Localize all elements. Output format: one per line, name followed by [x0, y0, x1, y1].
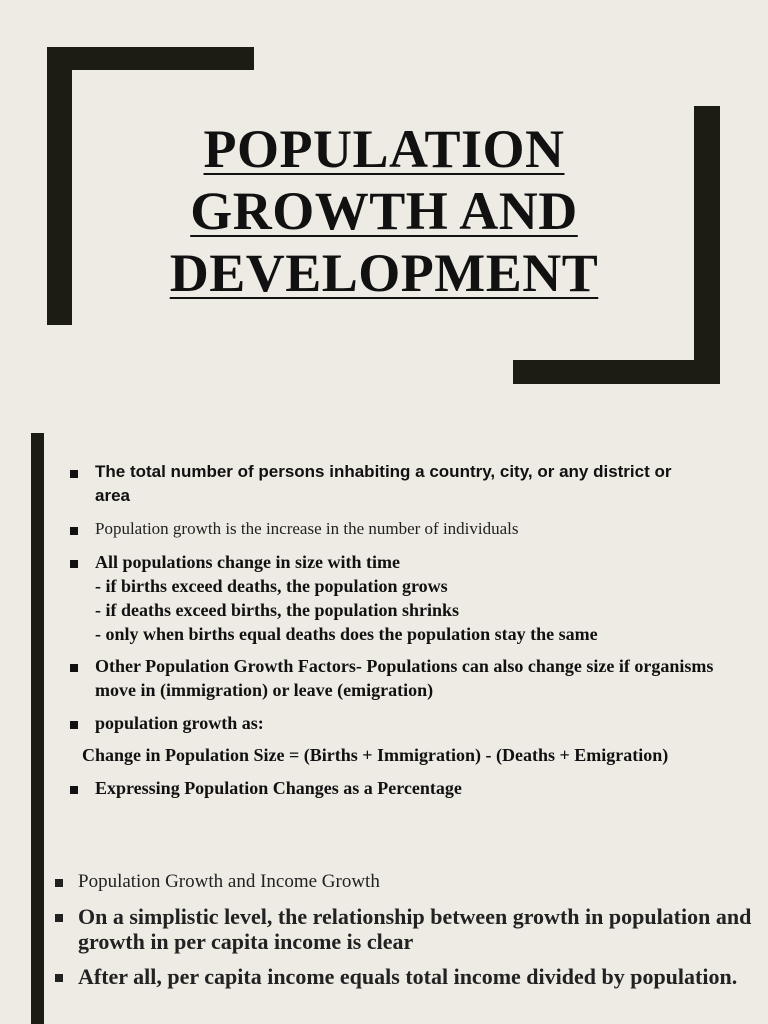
bullet-text: On a simplistic level, the relationship between growth in population and growth in per capita income is clear: [78, 904, 752, 954]
bullet-text: Expressing Population Changes as a Percentage: [95, 778, 462, 798]
bullet-square-icon: [55, 914, 63, 922]
population-equation: Change in Population Size = (Births + Immigration) - (Deaths + Emigration): [82, 745, 669, 765]
bullet-square-icon: [70, 527, 78, 535]
bullet-square-icon: [70, 470, 78, 478]
sub-item-deaths-exceed: - if deaths exceed births, the population shrinks: [95, 600, 460, 620]
slide-title: [0, 118, 768, 304]
bullet-square-icon: [70, 786, 78, 794]
bullet-other-factors: [70, 654, 750, 702]
bullet-square-icon: [70, 560, 78, 568]
definitions-slide: [0, 410, 768, 865]
frame-top-left-horizontal: [47, 47, 254, 70]
bullet-growth-definition: [70, 517, 710, 541]
left-accent-bar: [31, 865, 44, 1024]
bullet-growth-as: [70, 711, 710, 735]
bullet-text: Population growth is the increase in the number of individuals: [95, 519, 519, 538]
bullet-text: Population Growth and Income Growth: [78, 871, 380, 892]
bullet-change-in-size: [70, 550, 750, 646]
frame-bottom-right-horizontal: [513, 360, 720, 384]
bullet-income-growth: [55, 869, 745, 894]
bullet-text: After all, per capita income equals total income divided by population.: [78, 964, 738, 989]
income-growth-slide: [0, 865, 768, 1024]
bullet-percentage: [70, 776, 710, 800]
bullet-text: Other Population Growth Factors- Populations can also change size if organisms move in (immigration) or leave (emigration): [95, 656, 714, 700]
sub-item-equal: - only when births equal deaths does the population stay the same: [95, 624, 598, 644]
title-line-3: DEVELOPMENT: [169, 243, 599, 303]
title-slide: [0, 0, 768, 410]
sub-item-births-exceed: - if births exceed deaths, the population grows: [95, 576, 448, 596]
bullet-simplistic-level: [55, 904, 755, 954]
left-accent-bar: [31, 433, 44, 865]
bullet-square-icon: [70, 721, 78, 729]
bullet-text: population growth as:: [95, 713, 264, 733]
bullet-per-capita: [55, 964, 755, 989]
bullet-text: All populations change in size with time: [95, 552, 401, 572]
bullet-square-icon: [70, 664, 78, 672]
bullet-square-icon: [55, 879, 63, 887]
bullet-text: The total number of persons inhabiting a country, city, or any district or area: [95, 462, 672, 505]
title-line-2: GROWTH AND: [190, 181, 578, 241]
bullet-total-persons: [70, 460, 710, 508]
title-line-1: POPULATION: [203, 119, 565, 179]
bullet-square-icon: [55, 974, 63, 982]
